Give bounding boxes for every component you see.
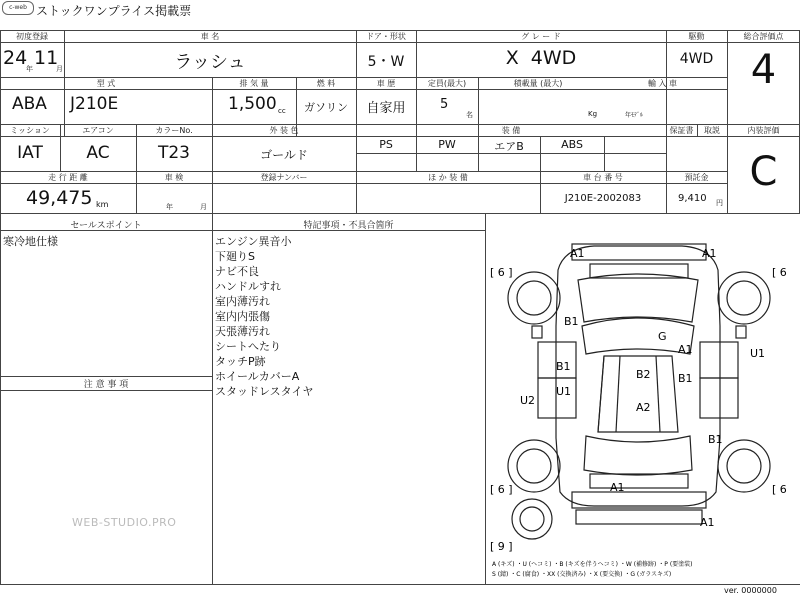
first-reg-month: 11 bbox=[34, 47, 59, 69]
car-damage-diagram bbox=[486, 214, 799, 584]
vehicle-history: 自家用 bbox=[366, 101, 406, 116]
inspection-header: 車 検 bbox=[164, 173, 184, 182]
history-header: 車 歴 bbox=[376, 79, 396, 88]
damage-mark: A1 bbox=[700, 516, 715, 529]
first-reg-year: 24 bbox=[3, 47, 28, 69]
color-no-header: カラーNo. bbox=[155, 126, 193, 135]
plate-header: 登録ナンバー bbox=[260, 173, 308, 182]
special-note-item: 天張薄汚れ bbox=[215, 325, 270, 338]
damage-mark: A2 bbox=[636, 401, 651, 414]
fuel-header: 燃 料 bbox=[316, 79, 336, 88]
aircon: AC bbox=[86, 143, 110, 163]
load-header: 積載量 (最大) bbox=[513, 79, 563, 88]
damage-mark: B1 bbox=[678, 372, 693, 385]
damage-mark: G bbox=[658, 330, 667, 343]
mission-header: ミッション bbox=[10, 126, 50, 135]
other-equipment-header: ほ か 装 備 bbox=[428, 173, 468, 182]
mileage: 49,475 bbox=[26, 187, 93, 209]
special-note-item: 室内薄汚れ bbox=[215, 295, 270, 308]
version-label: ver. 0000000 bbox=[724, 586, 777, 595]
car-name-header: 車 名 bbox=[200, 32, 220, 41]
import-model-year: 年ﾓﾃﾞﾙ bbox=[625, 112, 644, 119]
special-notes-list bbox=[215, 234, 313, 399]
total-score: 4 bbox=[750, 47, 777, 93]
damage-mark: U1 bbox=[750, 347, 766, 360]
equipment-3: エアB bbox=[494, 140, 524, 153]
equipment-2: PW bbox=[438, 138, 456, 151]
equipment-4: ABS bbox=[561, 138, 583, 151]
deposit-unit: 円 bbox=[716, 199, 723, 207]
special-note-item: シートへたり bbox=[215, 340, 281, 353]
damage-mark: A1 bbox=[678, 343, 693, 356]
special-note-item: エンジン異音小 bbox=[215, 235, 292, 248]
fuel-type: ガソリン bbox=[304, 101, 348, 114]
damage-mark: B1 bbox=[564, 315, 579, 328]
door-header: ドア・形状 bbox=[366, 32, 406, 41]
model-prefix: ABA bbox=[12, 94, 47, 114]
sales-points-header: セールスポイント bbox=[70, 221, 142, 231]
inspection-year-unit: 年 bbox=[166, 203, 173, 211]
special-note-item: ハンドルすれ bbox=[215, 280, 281, 293]
deposit-header: 預託金 bbox=[684, 173, 709, 182]
mission: IAT bbox=[17, 143, 43, 163]
damage-mark: B1 bbox=[556, 360, 571, 373]
tire-label-rear-left: [ 6 ] bbox=[490, 483, 513, 496]
damage-legend-line-2: S (錆) ・C (腐食) ・XX (交換済み) ・X (要交換) ・G (ガラスキズ) bbox=[492, 571, 672, 578]
chassis-header: 車 台 番 号 bbox=[583, 173, 623, 182]
mileage-unit: km bbox=[96, 200, 109, 209]
inspection-month-unit: 月 bbox=[200, 203, 207, 211]
car-outline bbox=[508, 244, 770, 539]
capacity-unit: 名 bbox=[466, 111, 473, 119]
special-notes-header: 特記事項・不具合箇所 bbox=[303, 221, 394, 231]
damage-mark: A1 bbox=[702, 247, 717, 260]
color-number: T23 bbox=[157, 143, 191, 163]
manual-header: 取説 bbox=[704, 126, 720, 135]
capacity: 5 bbox=[440, 97, 449, 112]
tire-label-front-left: [ 6 ] bbox=[490, 266, 513, 279]
special-note-item: 室内内張傷 bbox=[215, 310, 270, 323]
drive-header: 駆動 bbox=[688, 32, 705, 41]
grade-header: グ レ ー ド bbox=[521, 32, 561, 41]
interior-score: C bbox=[749, 149, 778, 195]
exterior-color-header: 外 装 色 bbox=[269, 126, 299, 135]
sales-point-item: 寒冷地仕様 bbox=[3, 235, 58, 248]
damage-legend-line-1: A (キズ) ・U (ヘコミ) ・B (キズを伴うヘコミ) ・W (補修跡) ・P (要塗装) bbox=[492, 561, 693, 568]
damage-mark: A1 bbox=[570, 247, 585, 260]
car-name: ラッシュ bbox=[174, 52, 246, 73]
damage-mark: A1 bbox=[610, 481, 625, 494]
displacement: 1,500 bbox=[228, 94, 277, 114]
displacement-unit: cc bbox=[278, 107, 286, 115]
import-header: 輸 入 車 bbox=[647, 79, 678, 88]
load-unit: Kg bbox=[588, 110, 598, 118]
watermark: WEB-STUDIO.PRO bbox=[72, 516, 177, 529]
equipment-header: 装 備 bbox=[501, 126, 521, 135]
damage-mark: B1 bbox=[708, 433, 723, 446]
sheet-title: ストックワンプライス掲載票 bbox=[36, 4, 192, 18]
grade: X 4WD bbox=[505, 47, 577, 69]
chassis-number: J210E-2002083 bbox=[564, 193, 642, 204]
special-note-item: ナビ不良 bbox=[215, 265, 259, 278]
damage-mark: U1 bbox=[556, 385, 572, 398]
tire-label-front-right: [ 6 bbox=[772, 266, 787, 279]
exterior-color: ゴールド bbox=[260, 148, 308, 162]
notes-header: 注 意 事 項 bbox=[83, 380, 129, 390]
special-note-item: スタッドレスタイヤ bbox=[215, 385, 314, 398]
total-score-header: 総合評価点 bbox=[743, 32, 784, 41]
mileage-header: 走 行 距 離 bbox=[48, 173, 88, 182]
site-logo: c-web bbox=[2, 1, 34, 15]
interior-score-header: 内装評価 bbox=[747, 126, 780, 135]
special-note-item: 下廻りS bbox=[215, 250, 255, 263]
damage-mark: B2 bbox=[636, 368, 651, 381]
tire-label-spare: [ 9 ] bbox=[490, 540, 513, 553]
displacement-header: 排 気 量 bbox=[239, 79, 269, 88]
model-header: 型 式 bbox=[96, 79, 116, 88]
capacity-header: 定員(最大) bbox=[427, 79, 467, 88]
drive-type: 4WD bbox=[679, 51, 714, 67]
deposit-amount: 9,410 bbox=[678, 193, 707, 204]
door-type: 5・W bbox=[367, 54, 405, 70]
first-reg-month-unit: 月 bbox=[56, 65, 63, 73]
aircon-header: エアコン bbox=[82, 126, 114, 135]
warranty-header: 保証書 bbox=[669, 126, 694, 135]
special-note-item: ホイールカバーA bbox=[215, 370, 300, 383]
damage-mark: U2 bbox=[520, 394, 536, 407]
tire-label-rear-right: [ 6 bbox=[772, 483, 787, 496]
first-reg-year-unit: 年 bbox=[26, 65, 33, 73]
equipment-1: PS bbox=[379, 138, 393, 151]
model-code: J210E bbox=[70, 94, 119, 114]
first-reg-header: 初度登録 bbox=[16, 32, 48, 41]
special-note-item: タッチP跡 bbox=[215, 355, 266, 368]
